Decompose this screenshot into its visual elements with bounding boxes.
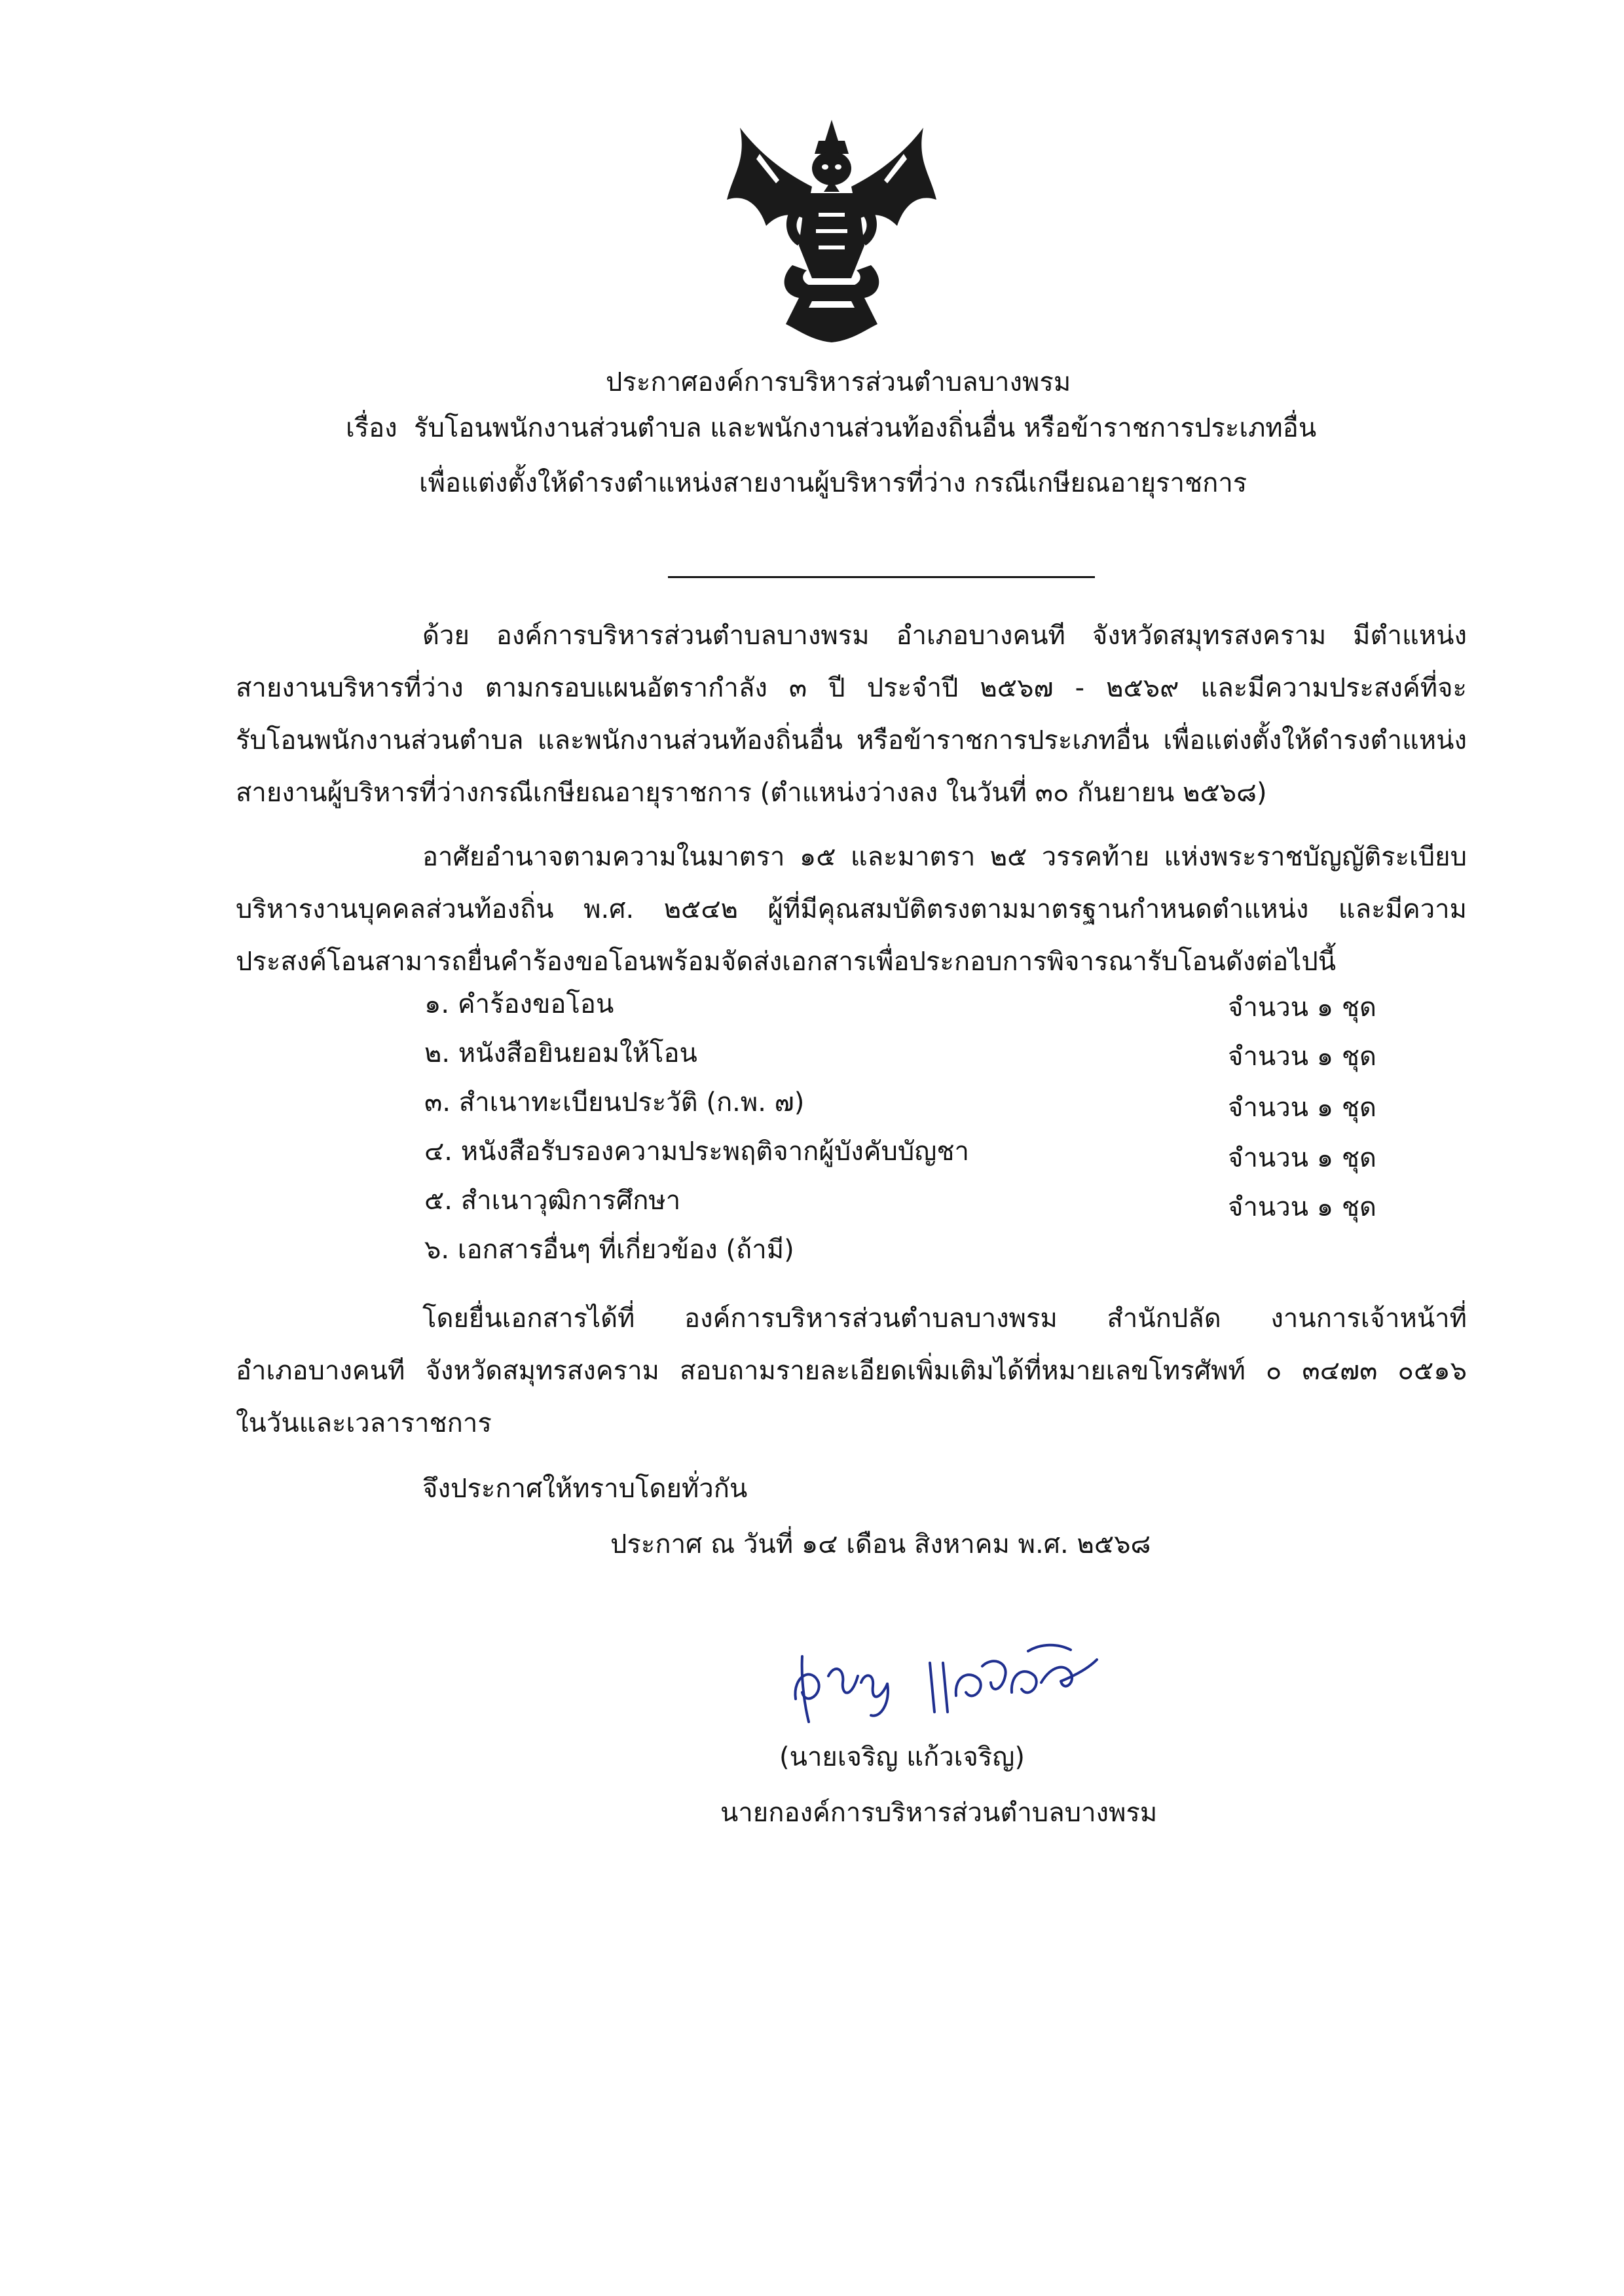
para2-line-2: บริหารงานบุคคลส่วนท้องถิ่น พ.ศ. ๒๕๔๒ ผู้ที่มีคุณสมบัติตรงตามมาตรฐานกำหนดตำแหน่ง และมีความ <box>236 894 1467 924</box>
announcement-title: ประกาศองค์การบริหารส่วนตำบลบางพรม <box>606 367 1071 397</box>
signer-name: (นายเจริญ แก้วเจริญ) <box>779 1742 1025 1772</box>
para3-line-1: โดยยื่นเอกสารได้ที่ องค์การบริหารส่วนตำบลบางพรม สำนักปลัด งานการเจ้าหน้าที่ <box>422 1303 1467 1334</box>
closing-line: จึงประกาศให้ทราบโดยทั่วกัน <box>422 1474 748 1504</box>
list-item: ๔. หนังสือรับรองความประพฤติจากผู้บังคับบัญชา <box>424 1137 969 1167</box>
para2-line-3: ประสงค์โอนสามารถยื่นคำร้องขอโอนพร้อมจัดส่งเอกสารเพื่อประกอบการพิจารณารับโอนดังต่อไปนี้ <box>236 947 1337 977</box>
list-item: ๖. เอกสารอื่นๆ ที่เกี่ยวข้อง (ถ้ามี) <box>424 1235 794 1265</box>
list-item-qty: จำนวน ๑ ชุด <box>1228 1192 1376 1222</box>
para1-line-1: ด้วย องค์การบริหารส่วนตำบลบางพรม อำเภอบางคนที จังหวัดสมุทรสงคราม มีตำแหน่ง <box>422 621 1467 651</box>
para2-line-1: อาศัยอำนาจตามความในมาตรา ๑๕ และมาตรา ๒๕ วรรคท้าย แห่งพระราชบัญญัติระเบียบ <box>422 842 1467 872</box>
list-item: ๒. หนังสือยินยอมให้โอน <box>424 1038 697 1068</box>
list-item-qty: จำนวน ๑ ชุด <box>1228 1093 1376 1123</box>
para3-line-2: อำเภอบางคนที จังหวัดสมุทรสงคราม สอบถามรายละเอียดเพิ่มเติมได้ที่หมายเลขโทรศัพท์ ๐ ๓๔๗๓ ๐๕๑๖ <box>236 1356 1467 1386</box>
signer-title: นายกองค์การบริหารส่วนตำบลบางพรม <box>720 1798 1158 1828</box>
list-item: ๕. สำเนาวุฒิการศึกษา <box>424 1186 681 1216</box>
subject-line-2: เพื่อแต่งตั้งให้ดำรงตำแหน่งสายงานผู้บริหารที่ว่าง กรณีเกษียณอายุราชการ <box>419 468 1247 498</box>
para1-line-4: สายงานผู้บริหารที่ว่างกรณีเกษียณอายุราชการ (ตำแหน่งว่างลง ในวันที่ ๓๐ กันยายน ๒๕๖๘) <box>236 778 1267 808</box>
list-item: ๑. คำร้องขอโอน <box>424 989 614 1019</box>
list-item-qty: จำนวน ๑ ชุด <box>1228 1042 1376 1072</box>
para1-line-3: รับโอนพนักงานส่วนตำบล และพนักงานส่วนท้องถิ่นอื่น หรือข้าราชการประเภทอื่น เพื่อแต่งตั้งให้ดำรงตำแหน่ง <box>236 725 1467 756</box>
para3-line-3: ในวันและเวลาราชการ <box>236 1408 492 1438</box>
garuda-emblem <box>720 115 943 344</box>
subject-label: เรื่อง <box>346 413 397 443</box>
list-item: ๓. สำเนาทะเบียนประวัติ (ก.พ. ๗) <box>424 1087 805 1118</box>
header-divider <box>668 576 1095 578</box>
list-item-qty: จำนวน ๑ ชุด <box>1228 1143 1376 1173</box>
para1-line-2: สายงานบริหารที่ว่าง ตามกรอบแผนอัตรากำลัง ๓ ปี ประจำปี ๒๕๖๗ - ๒๕๖๙ และมีความประสงค์ที่จะ <box>236 673 1467 703</box>
handwritten-signature <box>783 1637 1110 1735</box>
list-item-qty: จำนวน ๑ ชุด <box>1228 993 1376 1023</box>
subject-line-1: รับโอนพนักงานส่วนตำบล และพนักงานส่วนท้องถิ่นอื่น หรือข้าราชการประเภทอื่น <box>414 413 1317 443</box>
announcement-date: ประกาศ ณ วันที่ ๑๔ เดือน สิงหาคม พ.ศ. ๒๕๖๘ <box>610 1529 1151 1559</box>
